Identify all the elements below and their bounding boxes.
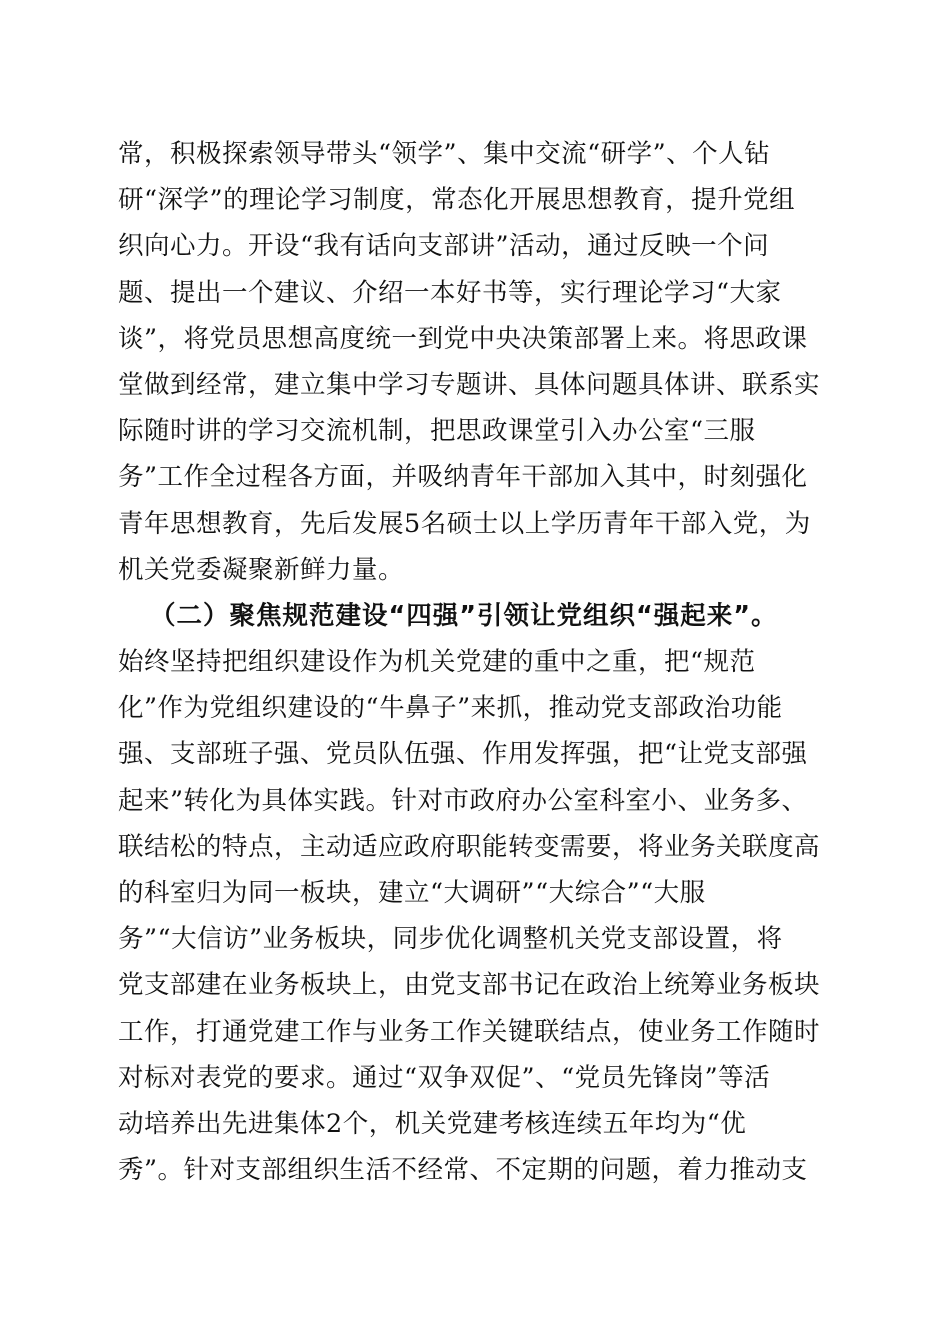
text-line: 织向心力。开设“我有话向支部讲”活动，通过反映一个问 xyxy=(118,231,770,262)
text-line: 化”作为党组织建设的“牛鼻子”来抓，推动党支部政治功能 xyxy=(118,693,783,724)
text-line: 起来”转化为具体实践。针对市政府办公室科室小、业务多、 xyxy=(118,785,808,816)
text-line: 常，积极探索领导带头“领学”、集中交流“研学”、个人钻 xyxy=(118,139,771,169)
text-line: 对标对表党的要求。通过“双争双促”、“党员先锋岗”等活 xyxy=(118,1062,771,1093)
section-heading: （二）聚焦规范建设“四强”引领让党组织“强起来”。 xyxy=(150,600,778,631)
text-line: 谈”，将党员思想高度统一到党中央决策部署上来。将思政课 xyxy=(118,323,808,354)
text-line: 动培养出先进集体2个，机关党建考核连续五年均为“优 xyxy=(118,1108,747,1139)
text-line: 联结松的特点，主动适应政府职能转变需要，将业务关联度高 xyxy=(118,831,821,862)
text-line: 的科室归为同一板块，建立“大调研”“大综合”“大服 xyxy=(118,878,706,908)
text-line: 际随时讲的学习交流机制，把思政课堂引入办公室“三服 xyxy=(118,416,756,447)
text-line: 强、支部班子强、党员队伍强、作用发挥强，把“让党支部强 xyxy=(118,739,808,770)
text-line: 始终坚持把组织建设作为机关党建的重中之重，把“规范 xyxy=(118,647,756,678)
text-line: 研“深学”的理论学习制度，常态化开展思想教育，提升党组 xyxy=(118,185,796,216)
text-line: 务”工作全过程各方面，并吸纳青年干部加入其中，时刻强化 xyxy=(118,462,808,493)
text-line: 机关党委凝聚新鲜力量。 xyxy=(118,554,405,585)
text-line: 党支部建在业务板块上，由党支部书记在政治上统筹业务板块 xyxy=(118,970,821,1001)
text-line: 秀”。针对支部组织生活不经常、不定期的问题，着力推动支 xyxy=(118,1155,808,1186)
text-line: 堂做到经常，建立集中学习专题讲、具体问题具体讲、联系实 xyxy=(118,369,821,400)
text-line: 青年思想教育，先后发展5名硕士以上学历青年干部入党，为 xyxy=(118,508,811,539)
body-text xyxy=(118,131,821,1193)
text-line: 题、提出一个建议、介绍一本好书等，实行理论学习“大家 xyxy=(118,277,782,308)
text-line: 务”“大信访”业务板块，同步优化调整机关党支部设置，将 xyxy=(118,924,783,955)
text-line: 工作，打通党建工作与业务工作关键联结点，使业务工作随时 xyxy=(118,1016,821,1047)
